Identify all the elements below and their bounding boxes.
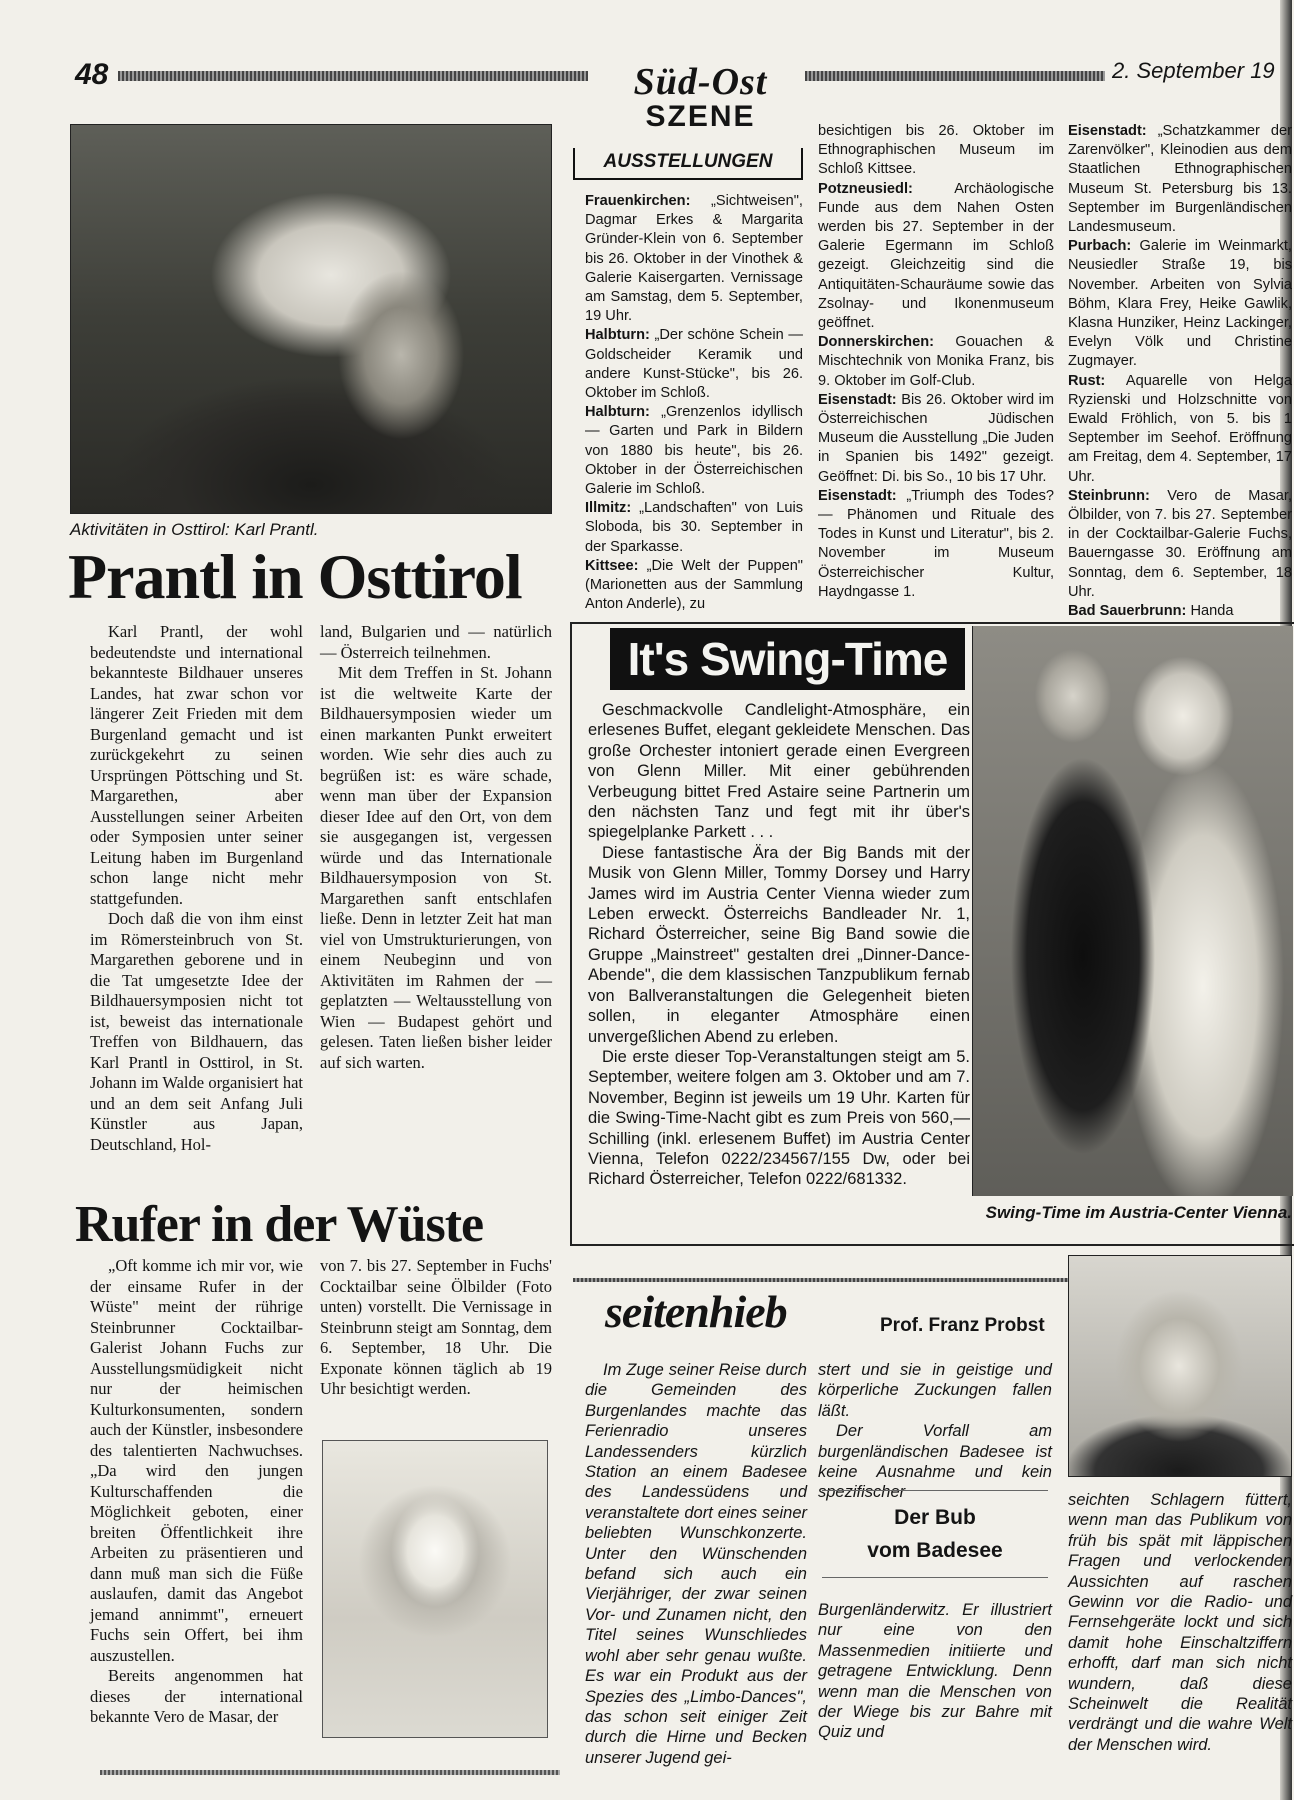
exhibition-place: Donnerskirchen: (818, 334, 934, 351)
paragraph: Die erste dieser Top-Veranstaltungen steigt am 5. September, weitere folgen am 3. Oktober und am 7. November, Beginn ist jeweils um 19 Uhr. Karten für die Swing-Time-Nacht gibt es zum Preis von 560,— Schilling (inkl. erlesenem Buffet) im Austria Center Vienna, Telefon 0222/234567/155 Dw, oder bei Richard Österreicher, Telefon 0222/681332. (588, 1047, 970, 1189)
exhibition-place: Eisenstadt: (1068, 123, 1147, 139)
swing-time-photo (972, 626, 1293, 1196)
rufer-headline: Rufer in der Wüste (75, 1196, 484, 1253)
exhibition-place: Halbturn: (585, 404, 650, 421)
exhibition-place: Illmitz: (585, 500, 632, 517)
rufer-column-2 (320, 1256, 552, 1400)
exhibition-entry: Eisenstadt: „Triumph des Todes? — Phänomen und Rituale des Todes in Kunst und Literatur", bis 2. November im Museum Österreichischer Kultur, Haydngasse 1. (818, 487, 1054, 600)
exhibition-entry: Illmitz: „Landschaften" von Luis Sloboda, bis 30. September in der Sparkasse. (585, 500, 803, 555)
swing-time-text (588, 700, 970, 1190)
vero-de-masar-painting (322, 1440, 548, 1738)
exhibition-entry: Purbach: Galerie im Weinmarkt, Neusiedler Straße 19, bis November. Arbeiten von Sylvia Böhm, Klara Frey, Heike Gawlik, Klasna Hunziker, Heinz Lackinger, Evelyn Völk und Christine Zugmayer. (1068, 238, 1292, 370)
rufer-column-1 (90, 1256, 303, 1728)
prantl-headline: Prantl in Osttirol (68, 541, 522, 612)
paragraph: Im Zuge seiner Reise durch die Gemeinden des Burgenlandes machte das Ferienradio unseres Landessenders kürzlich Station an einem Badesee des Landessüdens und veranstaltete dort eines seiner beliebten Wunschkonzerte. Unter den Wünschenden befand sich auch ein Vierjähriger, der zwar seinen Vor- und Zunamen nicht, den Titel seines Wunschliedes wohl aber sehr genau wußte. Es war ein Produkt aus der Spezies des „Limbo-Dances", das schon seit einiger Zeit durch die Hirne und Becken unserer Jugend gei- (585, 1361, 807, 1767)
page-number: 48 (75, 58, 109, 91)
paragraph: land, Bulgarien und — natürlich — Österreich teilnehmen. (320, 622, 552, 662)
exhibition-entry: Halbturn: „Grenzenlos idyllisch — Garten und Park in Bildern von 1880 bis heute", bis 26. Oktober in der Österreichischen Galerie im Schloß. (585, 404, 803, 498)
exhibition-place: Steinbrunn: (1068, 487, 1150, 504)
author-portrait (1068, 1255, 1292, 1477)
paragraph: Burgenländerwitz. Er illustriert nur eine von den Massenmedien initiierte und getragene Entwicklung. Denn wenn man die Menschen von der Wiege bis zur Bahre mit Quiz und (818, 1601, 1052, 1742)
exhibitions-column-1 (585, 192, 803, 614)
header-rule-right (805, 71, 1105, 81)
logo-line2: SZENE (645, 100, 756, 133)
prantl-photo (70, 124, 552, 514)
exhibitions-column-3 (1068, 122, 1292, 620)
header-rule-left (118, 71, 588, 81)
seitenhieb-column-2-bottom (818, 1600, 1052, 1743)
exhibition-place: Rust: (1068, 372, 1106, 389)
exhibition-entry: Potzneusiedl: Archäologische Funde aus dem Nahen Osten werden bis 27. September in der Galerie Egermann im Schloß gezeigt. Gleichzeitig sind die Antiquitäten-Schauräume sowie das Zsolnay- und Ikonenmuseum geöffnet. (818, 180, 1054, 332)
paragraph: Mit dem Treffen in St. Johann ist die weltweite Karte der Bildhauersymposien wieder um einen markanten Punkt erweitert worden. Wie sehr dies auch zu begrüßen ist: es wäre schade, wenn man über der Expansion dieser Idee auf den Ort, von dem sie ausgegangen ist, vergessen würde und das Internationale Bildhauersymposion von St. Margarethen sanft entschlafen ließe. Denn in letzter Zeit hat man viel von Umstrukturierungen, von einem Neubeginn und von Aktivitäten im Rahmen der — geplatzten — Weltausstellung von Wien — Budapest gehört und gelesen. Taten ließen bisher leider auf sich warten. (320, 663, 552, 1072)
exhibition-entry: Frauenkirchen: „Sichtweisen", Dagmar Erkes & Margarita Gründer-Klein von 6. September bis 26. Oktober in der Vinothek & Galerie Kaisergarten. Vernissage am Samstag, dem 5. September, 19 Uhr. (585, 193, 803, 325)
exhibition-entry: Bad Sauerbrunn: Handa (1068, 603, 1234, 620)
subtitle-line: vom Badesee (867, 1539, 1003, 1562)
paragraph: seichten Schlagern füttert, wenn man das Publikum von früh bis spät mit läppischen Fragen und verlockenden Aussichten auf raschen Gewinn vor die Radio- und Fernsehgeräte lockt und sich damit hohe Einschaltziffern erhofft, darf man sich nicht wundern, daß diese Scheinwelt die Realität verdrängt und die wahre Welt der Menschen wird. (1068, 1491, 1292, 1754)
prantl-column-2 (320, 622, 552, 1073)
paragraph: Geschmackvolle Candlelight-Atmosphäre, ein erlesenes Buffet, elegant gekleidete Menschen. Das große Orchester intoniert gerade einen Evergreen von Glenn Miller. Mit einer gebührenden Verbeugung bittet Fred Astaire seine Partnerin um den nächsten Tanz und fegt mit ihr über's spiegelplanke Parkett . . . (588, 701, 970, 842)
exhibition-place: Frauenkirchen: (585, 193, 691, 209)
exhibition-entry: Steinbrunn: Vero de Masar, Ölbilder, von 7. bis 27. September in der Cocktailbar-Galerie Fuchs, Bauerngasse 30. Eröffnung am Sonntag, dem 6. September, 18 Uhr. (1068, 487, 1292, 600)
paragraph: Doch daß die von ihm einst im Römersteinbruch von St. Margarethen geborene und in die Tat umgesetzte Idee der Bildhauersymposien nicht tot ist, beweist das internationale Treffen von Bildhauern, das Karl Prantl in Osttirol, in St. Johann im Walde organisiert hat und an dem seit Anfang Juli Künstler aus Japan, Deutschland, Hol- (90, 909, 303, 1154)
exhibition-place: Halbturn: (585, 327, 650, 344)
seitenhieb-subtitle (822, 1490, 1048, 1578)
bottom-rule (100, 1770, 560, 1775)
exhibition-place: Eisenstadt: (818, 487, 897, 504)
exhibition-entry: Halbturn: „Der schöne Schein — Goldscheider Keramik und andere Kunst-Stücke", bis 26. Oktober im Schloß. (585, 327, 803, 402)
exhibition-place: Kittsee: (585, 557, 639, 574)
exhibition-entry: Eisenstadt: „Schatzkammer der Zarenvölker", Kleinodien aus dem Staatlichen Ethnographischen Museum St. Petersburg bis 13. September im Burgenländischen Landesmuseum. (1068, 123, 1292, 236)
paragraph: Der Vorfall am burgenländischen Badesee ist keine Ausnahme und kein spezifischer (818, 1422, 1052, 1502)
paragraph: von 7. bis 27. September in Fuchs' Cocktailbar seine Ölbilder (Foto unten) vorstellt. Die Vernissage in Steinbrunn steigt am Sonntag, dem 6. September, 18 Uhr. Die Exponate können täglich ab 19 Uhr besichtigt werden. (320, 1256, 552, 1398)
issue-date: 2. September 19 (1112, 58, 1275, 83)
prantl-column-1 (90, 622, 303, 1155)
exhibition-entry: Donnerskirchen: Gouachen & Mischtechnik von Monika Franz, bis 9. Oktober im Golf-Club. (818, 334, 1054, 389)
swing-time-photo-caption: Swing-Time im Austria-Center Vienna. (985, 1203, 1292, 1222)
paragraph: stert und sie in geistige und körperliche Zuckungen fallen läßt. (818, 1361, 1052, 1420)
exhibition-entry: Eisenstadt: Bis 26. Oktober wird im Österreichischen Jüdischen Museum die Ausstellung „Die Juden in Spanien bis 1492" gezeigt. Geöffnet: Di. bis So., 10 bis 17 Uhr. (818, 391, 1054, 485)
paragraph: Diese fantastische Ära der Big Bands mit der Musik von Glenn Miller, Tommy Dorsey und Harry James wird im Austria Center Vienna wieder zum Leben erweckt. Österreichs Bandleader Nr. 1, Richard Österreicher, seine Big Band sowie die Gruppe „Mainstreet" gestalten drei „Dinner-Dance-Abende", die dem klassischen Tanzpublikum fernab von Ballveranstaltungen die Gelegenheit bieten sollen, in eleganter Atmosphäre einen unvergeßlichen Abend zu erleben. (588, 843, 970, 1046)
exhibition-place: Bad Sauerbrunn: (1068, 603, 1187, 620)
exhibitions-column-2 (818, 122, 1054, 602)
seitenhieb-title: seitenhieb (605, 1286, 787, 1337)
paragraph: Bereits angenommen hat dieses der international bekannte Vero de Masar, der (90, 1666, 303, 1726)
prantl-photo-caption: Aktivitäten in Osttirol: Karl Prantl. (70, 520, 319, 539)
exhibition-entry: Rust: Aquarelle von Helga Ryzienski und Holzschnitte von Ewald Fröhlich, von 5. bis 1 September im Seehof. Eröffnung am Freitag, dem 4. September, 17 Uhr. (1068, 372, 1292, 485)
exhibition-place: Eisenstadt: (818, 391, 897, 408)
seitenhieb-author: Prof. Franz Probst (880, 1315, 1045, 1336)
exhibition-place: Potzneusiedl: (818, 180, 913, 197)
paragraph: „Oft komme ich mir vor, wie der einsame Rufer in der Wüste" meint der rührige Steinbrunner Cocktailbar-Galerist Johann Fuchs zur Ausstellungsmüdigkeit nicht nur der heimischen Kulturkonsumenten, sondern auch der Künstler, insbesondere des talentierten Nachwuchses. „Da wird den jungen Kulturschaffenden die Möglichkeit geboten, einer breiten Öffentlichkeit ihre Arbeiten zu präsentieren und dann muß man sich die Füße auslaufen, damit das Angebot jemand annimmt", erneuert Fuchs sein Offert, bei ihm auszustellen. (90, 1256, 303, 1665)
subtitle-line: Der Bub (894, 1506, 976, 1529)
paragraph: Karl Prantl, der wohl bedeutendste und international bekannteste Bildhauer unseres Landes, hat zwar schon vor längerer Zeit Frieden mit dem Burgenland gemacht und ist zurückgekehrt zu seinen Ursprüngen Pöttsching und St. Margarethen, aber Ausstellungen seiner Arbeiten oder Symposien unter seiner Leitung haben im Burgenland schon lange nicht mehr stattgefunden. (90, 622, 303, 908)
exhibition-entry: besichtigen bis 26. Oktober im Ethnographischen Museum im Schloß Kittsee. (818, 123, 1054, 178)
section-ausstellungen: AUSSTELLUNGEN (573, 148, 803, 180)
exhibition-place: Purbach: (1068, 238, 1132, 255)
logo-line1: Süd-Ost (633, 61, 768, 103)
section-logo (598, 62, 803, 140)
exhibition-entry: Kittsee: „Die Welt der Puppen" (Marionetten aus der Sammlung Anton Anderle), zu (585, 557, 803, 613)
swing-time-headline: It's Swing-Time (610, 628, 965, 690)
seitenhieb-column-1 (585, 1360, 807, 1768)
seitenhieb-column-3 (1068, 1490, 1292, 1780)
seitenhieb-rule (573, 1278, 1068, 1282)
seitenhieb-column-2-top (818, 1360, 1052, 1503)
